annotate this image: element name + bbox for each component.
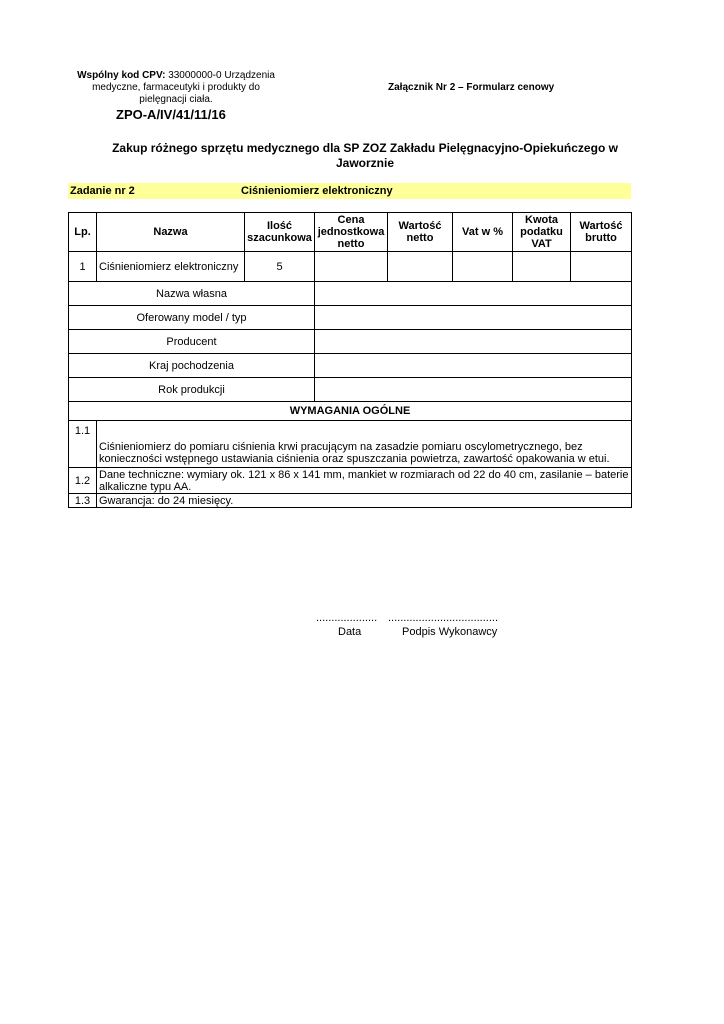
header-vat: Vat w % <box>453 213 513 252</box>
product-field-value[interactable] <box>315 282 632 306</box>
task-name: Ciśnieniomierz elektroniczny <box>241 185 393 197</box>
reference-number: ZPO-A/IV/41/11/16 <box>116 107 226 122</box>
cpv-value-line3: pielęgnacji ciała. <box>139 94 213 105</box>
requirement-text: Gwarancja: do 24 miesięcy. <box>97 494 632 508</box>
product-field-label: Nazwa własna <box>69 282 315 306</box>
product-field-row <box>69 354 632 378</box>
header-cena: Cena jednostkowa netto <box>315 213 388 252</box>
header-ilosc: Ilość szacunkowa <box>245 213 315 252</box>
cpv-value: 33000000-0 Urządzenia <box>168 70 275 81</box>
product-field-row <box>69 306 632 330</box>
requirement-number: 1.1 <box>69 421 97 468</box>
header-lp: Lp. <box>69 213 97 252</box>
requirement-text: Dane techniczne: wymiary ok. 121 x 86 x 141 mm, mankiet w rozmiarach od 22 do 40 cm, zasilanie – baterie alkaliczne typu AA. <box>97 468 632 494</box>
product-field-value[interactable] <box>315 378 632 402</box>
item-cena-field[interactable] <box>315 252 388 282</box>
title-line1: Zakup różnego sprzętu medycznego dla SP ZOZ Zakładu Pielęgnacyjno-Opiekuńczego w <box>112 141 618 155</box>
price-form-table <box>68 212 632 508</box>
requirements-title: WYMAGANIA OGÓLNE <box>69 402 632 421</box>
product-field-label: Kraj pochodzenia <box>69 354 315 378</box>
cpv-block <box>66 70 286 106</box>
requirement-number: 1.2 <box>69 468 97 494</box>
requirement-number: 1.3 <box>69 494 97 508</box>
header-kwota-vat: Kwota podatku VAT <box>513 213 571 252</box>
product-field-label: Producent <box>69 330 315 354</box>
title-line2: Jaworznie <box>335 156 395 170</box>
annex-label: Załącznik Nr 2 – Formularz cenowy <box>388 82 555 93</box>
requirement-text: Ciśnieniomierz do pomiaru ciśnienia krwi pracującym na zasadzie pomiaru oscylometrycznego, bez konieczności wstępnego ustawiania ciśnienia oraz spuszczania powietrza, zawartość opakowania w etui. <box>97 421 632 468</box>
product-field-label: Rok produkcji <box>69 378 315 402</box>
header-wartosc-netto: Wartość netto <box>388 213 453 252</box>
item-nazwa: Ciśnieniomierz elektroniczny <box>97 252 245 282</box>
date-label: Data <box>338 626 362 638</box>
product-field-value[interactable] <box>315 354 632 378</box>
item-wartosc-netto-field[interactable] <box>388 252 453 282</box>
item-kwota-vat-field[interactable] <box>513 252 571 282</box>
product-field-row <box>69 282 632 306</box>
requirement-row <box>69 494 632 508</box>
header-wartosc-brutto: Wartość brutto <box>571 213 632 252</box>
item-vat-field[interactable] <box>453 252 513 282</box>
product-field-value[interactable] <box>315 330 632 354</box>
item-ilosc: 5 <box>245 252 315 282</box>
requirement-row <box>69 421 632 468</box>
product-field-row <box>69 330 632 354</box>
document-title <box>100 141 630 171</box>
table-header-row <box>69 213 632 252</box>
item-row <box>69 252 632 282</box>
task-number: Zadanie nr 2 <box>70 185 135 197</box>
product-field-value[interactable] <box>315 306 632 330</box>
contractor-signature-line: .................................... <box>388 612 499 624</box>
requirement-row <box>69 468 632 494</box>
task-bar <box>68 183 631 199</box>
header-nazwa: Nazwa <box>97 213 245 252</box>
cpv-label: Wspólny kod CPV: <box>77 70 166 81</box>
product-field-row <box>69 378 632 402</box>
item-lp: 1 <box>69 252 97 282</box>
requirements-title-row <box>69 402 632 421</box>
cpv-value-line2: medyczne, farmaceutyki i produkty do <box>92 82 260 93</box>
item-wartosc-brutto-field[interactable] <box>571 252 632 282</box>
product-field-label: Oferowany model / typ <box>69 306 315 330</box>
contractor-signature-label: Podpis Wykonawcy <box>402 626 498 638</box>
date-signature-line: .................... <box>316 612 378 624</box>
